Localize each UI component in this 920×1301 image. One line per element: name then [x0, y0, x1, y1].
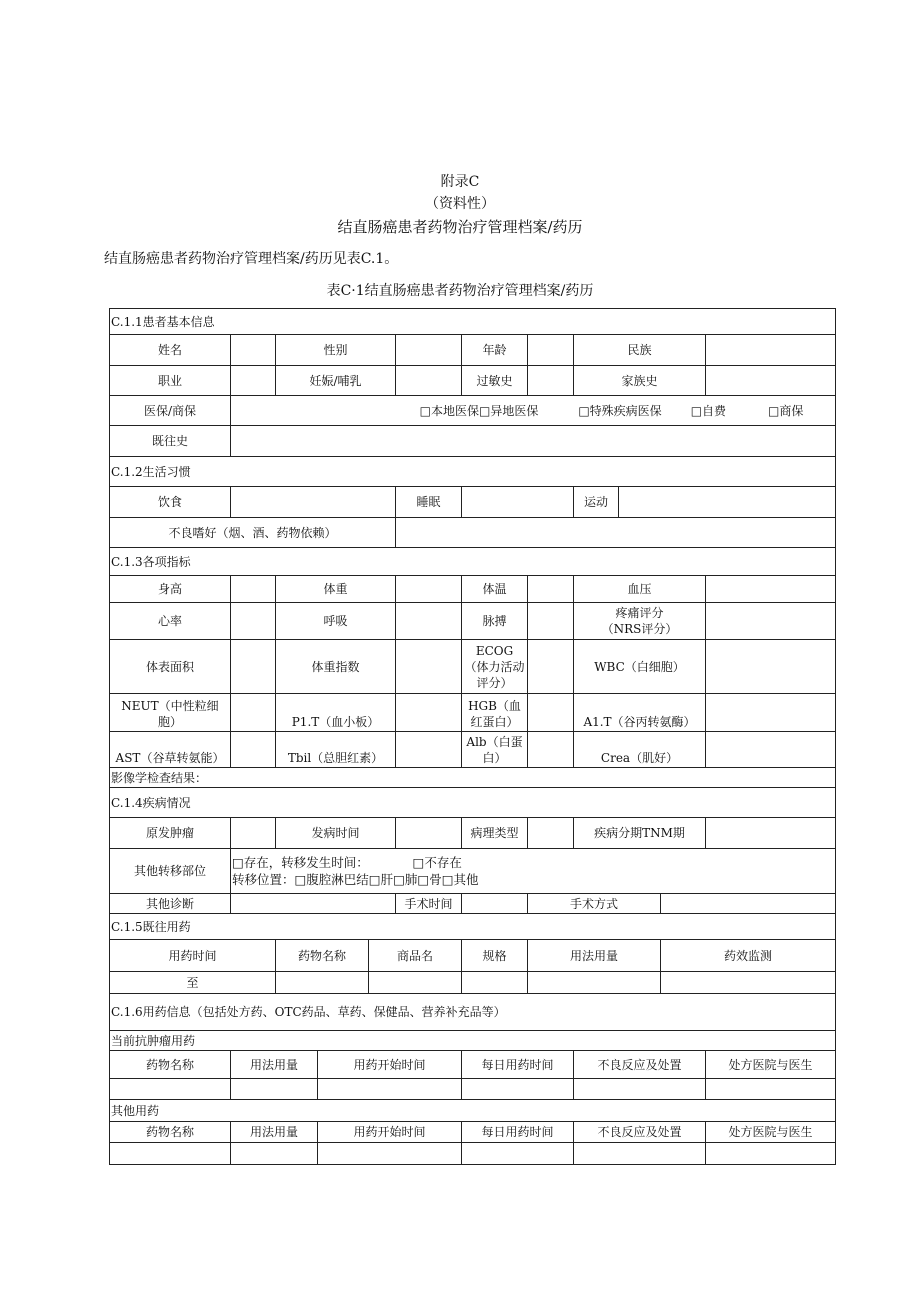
- field-height[interactable]: [231, 576, 276, 603]
- section-heading-med-info: C.1.6用药信息（包括处方药、OTC药品、草药、保健品、营养补充品等）: [110, 994, 836, 1031]
- appendix-nature: （资料性）: [425, 196, 495, 212]
- label-bsa: 体表面积: [110, 640, 231, 694]
- label-onset-time: 发病时间: [276, 818, 396, 849]
- field-dosage[interactable]: [528, 972, 661, 994]
- label-exercise: 运动: [574, 487, 619, 518]
- section-row-med-info: [110, 994, 836, 1031]
- field-respiration[interactable]: [396, 603, 462, 640]
- insurance-option-self-pay[interactable]: □自费: [690, 403, 727, 418]
- table-row: [110, 366, 836, 396]
- field-age[interactable]: [528, 335, 574, 366]
- col-header-prescriber: 处方医院与医生: [706, 1122, 836, 1143]
- label-other-diagnosis: 其他诊断: [110, 894, 231, 914]
- intro-text: 结直肠癌患者药物治疗管理档案/药历见表C.1。: [104, 251, 399, 267]
- field-prescriber[interactable]: [706, 1143, 836, 1165]
- section-row-past-meds: [110, 914, 836, 940]
- field-efficacy-monitoring[interactable]: [661, 972, 836, 994]
- table-row: [110, 972, 836, 994]
- field-exercise[interactable]: [619, 487, 836, 518]
- insurance-options: [231, 396, 836, 426]
- field-alt[interactable]: [706, 694, 836, 732]
- label-alt: A1.T（谷丙转氨酶）: [574, 694, 706, 732]
- field-ethnicity[interactable]: [706, 335, 836, 366]
- table-row: [110, 640, 836, 694]
- field-prescriber[interactable]: [706, 1079, 836, 1100]
- label-crea: Crea（肌好）: [574, 732, 706, 768]
- table-row: [110, 1100, 836, 1122]
- field-adverse-reactions[interactable]: [574, 1143, 706, 1165]
- field-ast[interactable]: [231, 732, 276, 768]
- label-plt: P1.T（血小板）: [276, 694, 396, 732]
- insurance-option-special[interactable]: □特殊疾病医保: [578, 403, 662, 418]
- metastasis-location-line[interactable]: 转移位置：□腹腔淋巴结□肝□肺□骨□其他: [232, 872, 479, 887]
- section-row-indicators: [110, 548, 836, 576]
- table-row: [110, 576, 836, 603]
- col-header-start-time: 用药开始时间: [318, 1122, 462, 1143]
- field-spec[interactable]: [462, 972, 528, 994]
- section-heading-past-meds: C.1.5既往用药: [110, 914, 836, 940]
- col-header-adverse-reactions: 不良反应及处置: [574, 1122, 706, 1143]
- col-header-dosage: 用法用量: [528, 940, 661, 972]
- field-pain-score[interactable]: [706, 603, 836, 640]
- field-drug-name[interactable]: [110, 1079, 231, 1100]
- field-family-history[interactable]: [706, 366, 836, 396]
- label-bad-habits: 不良嗜好（烟、酒、药物依赖）: [110, 518, 396, 548]
- field-surgery-time[interactable]: [462, 894, 528, 914]
- field-dosage[interactable]: [231, 1079, 318, 1100]
- label-family-history: 家族史: [574, 366, 706, 396]
- field-sleep[interactable]: [462, 487, 574, 518]
- field-medical-history[interactable]: [231, 426, 836, 457]
- field-pulse[interactable]: [528, 603, 574, 640]
- field-primary-tumor[interactable]: [231, 818, 276, 849]
- field-daily-time[interactable]: [462, 1079, 574, 1100]
- label-pain-score: 疼痛评分 （NRS评分）: [574, 603, 706, 640]
- document-title: 结直肠癌患者药物治疗管理档案/药历: [337, 218, 583, 236]
- label-wbc: WBC（白细胞）: [574, 640, 706, 694]
- label-primary-tumor: 原发肿瘤: [110, 818, 231, 849]
- label-tnm-stage: 疾病分期TNM期: [574, 818, 706, 849]
- field-surgery-method[interactable]: [661, 894, 836, 914]
- field-pathology-type[interactable]: [528, 818, 574, 849]
- field-heart-rate[interactable]: [231, 603, 276, 640]
- label-pathology-type: 病理类型: [462, 818, 528, 849]
- field-bsa[interactable]: [231, 640, 276, 694]
- insurance-option-commercial[interactable]: □商保: [768, 403, 804, 418]
- field-name[interactable]: [231, 335, 276, 366]
- col-header-trade-name: 商品名: [369, 940, 462, 972]
- table-row: [110, 1122, 836, 1143]
- field-drug-name[interactable]: [110, 1143, 231, 1165]
- col-header-spec: 规格: [462, 940, 528, 972]
- field-hgb[interactable]: [528, 694, 574, 732]
- field-temperature[interactable]: [528, 576, 574, 603]
- label-blood-pressure: 血压: [574, 576, 706, 603]
- section-heading-indicators: C.1.3各项指标: [110, 548, 836, 576]
- section-heading-habits: C.1.2生活习惯: [110, 457, 836, 487]
- field-tnm-stage[interactable]: [706, 818, 836, 849]
- field-crea[interactable]: [706, 732, 836, 768]
- table-row: [110, 603, 836, 640]
- label-age: 年龄: [462, 335, 528, 366]
- field-gender[interactable]: [396, 335, 462, 366]
- table-row: [110, 894, 836, 914]
- col-header-efficacy-monitoring: 药效监测: [661, 940, 836, 972]
- field-alb[interactable]: [528, 732, 574, 768]
- col-header-med-time: 用药时间: [110, 940, 276, 972]
- label-ecog: ECOG （体力活动评分）: [462, 640, 528, 694]
- field-weight[interactable]: [396, 576, 462, 603]
- label-height: 身高: [110, 576, 231, 603]
- field-bad-habits[interactable]: [396, 518, 836, 548]
- field-neut[interactable]: [231, 694, 276, 732]
- label-occupation: 职业: [110, 366, 231, 396]
- label-medical-history: 既往史: [110, 426, 231, 457]
- field-other-diagnosis[interactable]: [231, 894, 396, 914]
- table-row: [110, 818, 836, 849]
- col-header-adverse-reactions: 不良反应及处置: [574, 1051, 706, 1079]
- label-allergy: 过敏史: [462, 366, 528, 396]
- label-neut: NEUT（中性粒细 胞）: [110, 694, 231, 732]
- field-wbc[interactable]: [706, 640, 836, 694]
- field-allergy[interactable]: [528, 366, 574, 396]
- field-dosage[interactable]: [231, 1143, 318, 1165]
- label-temperature: 体温: [462, 576, 528, 603]
- field-blood-pressure[interactable]: [706, 576, 836, 603]
- table-caption: 表C·1结直肠癌患者药物治疗管理档案/药历: [326, 283, 594, 299]
- col-header-prescriber: 处方医院与医生: [706, 1051, 836, 1079]
- col-header-drug-name: 药物名称: [276, 940, 369, 972]
- label-ethnicity: 民族: [574, 335, 706, 366]
- table-row: [110, 1031, 836, 1051]
- label-weight: 体重: [276, 576, 396, 603]
- table-row: [110, 335, 836, 366]
- field-tbil[interactable]: [396, 732, 462, 768]
- field-diet[interactable]: [231, 487, 396, 518]
- table-row: [110, 426, 836, 457]
- section-heading-basic-info: C.1.1患者基本信息: [110, 309, 836, 335]
- label-current-antitumor-meds: 当前抗肿瘤用药: [110, 1031, 836, 1051]
- section-row-basic-info: [110, 309, 836, 335]
- section-row-disease: [110, 788, 836, 818]
- field-occupation[interactable]: [231, 366, 276, 396]
- field-med-time-range[interactable]: 至: [110, 972, 276, 994]
- field-ecog[interactable]: [528, 640, 574, 694]
- label-pulse: 脉搏: [462, 603, 528, 640]
- table-row: [110, 1143, 836, 1165]
- metastasis-options[interactable]: [231, 849, 836, 894]
- label-insurance: 医保/商保: [110, 396, 231, 426]
- col-header-daily-time: 每日用药时间: [462, 1051, 574, 1079]
- section-row-habits: [110, 457, 836, 487]
- label-other-metastasis: 其他转移部位: [110, 849, 231, 894]
- label-imaging[interactable]: 影像学检查结果：: [110, 768, 836, 788]
- label-tbil: Tbil（总胆红素）: [276, 732, 396, 768]
- col-header-drug-name: 药物名称: [110, 1122, 231, 1143]
- col-header-daily-time: 每日用药时间: [462, 1122, 574, 1143]
- label-sleep: 睡眠: [396, 487, 462, 518]
- insurance-option-local-remote[interactable]: □本地医保□异地医保: [419, 403, 539, 418]
- label-gender: 性别: [276, 335, 396, 366]
- table-row: [110, 487, 836, 518]
- label-bmi: 体重指数: [276, 640, 396, 694]
- field-start-time[interactable]: [318, 1079, 462, 1100]
- table-row: [110, 1051, 836, 1079]
- field-start-time[interactable]: [318, 1143, 462, 1165]
- label-surgery-method: 手术方式: [528, 894, 661, 914]
- col-header-dosage: 用法用量: [231, 1051, 318, 1079]
- metastasis-exists-line[interactable]: □存在，转移发生时间： □不存在: [232, 855, 462, 870]
- field-trade-name[interactable]: [369, 972, 462, 994]
- field-bmi[interactable]: [396, 640, 462, 694]
- field-pregnancy[interactable]: [396, 366, 462, 396]
- col-header-start-time: 用药开始时间: [318, 1051, 462, 1079]
- table-row: [110, 732, 836, 768]
- field-adverse-reactions[interactable]: [574, 1079, 706, 1100]
- field-plt[interactable]: [396, 694, 462, 732]
- appendix-label: 附录C: [440, 174, 480, 190]
- table-row: [110, 518, 836, 548]
- label-hgb: HGB（血红蛋白）: [462, 694, 528, 732]
- label-surgery-time: 手术时间: [396, 894, 462, 914]
- section-heading-disease: C.1.4疾病情况: [110, 788, 836, 818]
- label-diet: 饮食: [110, 487, 231, 518]
- field-onset-time[interactable]: [396, 818, 462, 849]
- table-row: [110, 1079, 836, 1100]
- field-drug-name[interactable]: [276, 972, 369, 994]
- medication-record-table: [109, 308, 836, 1165]
- label-ast: AST（谷草转氨能）: [110, 732, 231, 768]
- field-daily-time[interactable]: [462, 1143, 574, 1165]
- label-pregnancy: 妊娠/哺乳: [276, 366, 396, 396]
- table-row: [110, 768, 836, 788]
- table-row: [110, 940, 836, 972]
- col-header-drug-name: 药物名称: [110, 1051, 231, 1079]
- table-row: [110, 849, 836, 894]
- label-other-meds: 其他用药: [110, 1100, 836, 1122]
- label-heart-rate: 心率: [110, 603, 231, 640]
- table-row: [110, 396, 836, 426]
- label-name: 姓名: [110, 335, 231, 366]
- label-alb: Alb（白蛋白）: [462, 732, 528, 768]
- col-header-dosage: 用法用量: [231, 1122, 318, 1143]
- label-respiration: 呼吸: [276, 603, 396, 640]
- table-row: [110, 694, 836, 732]
